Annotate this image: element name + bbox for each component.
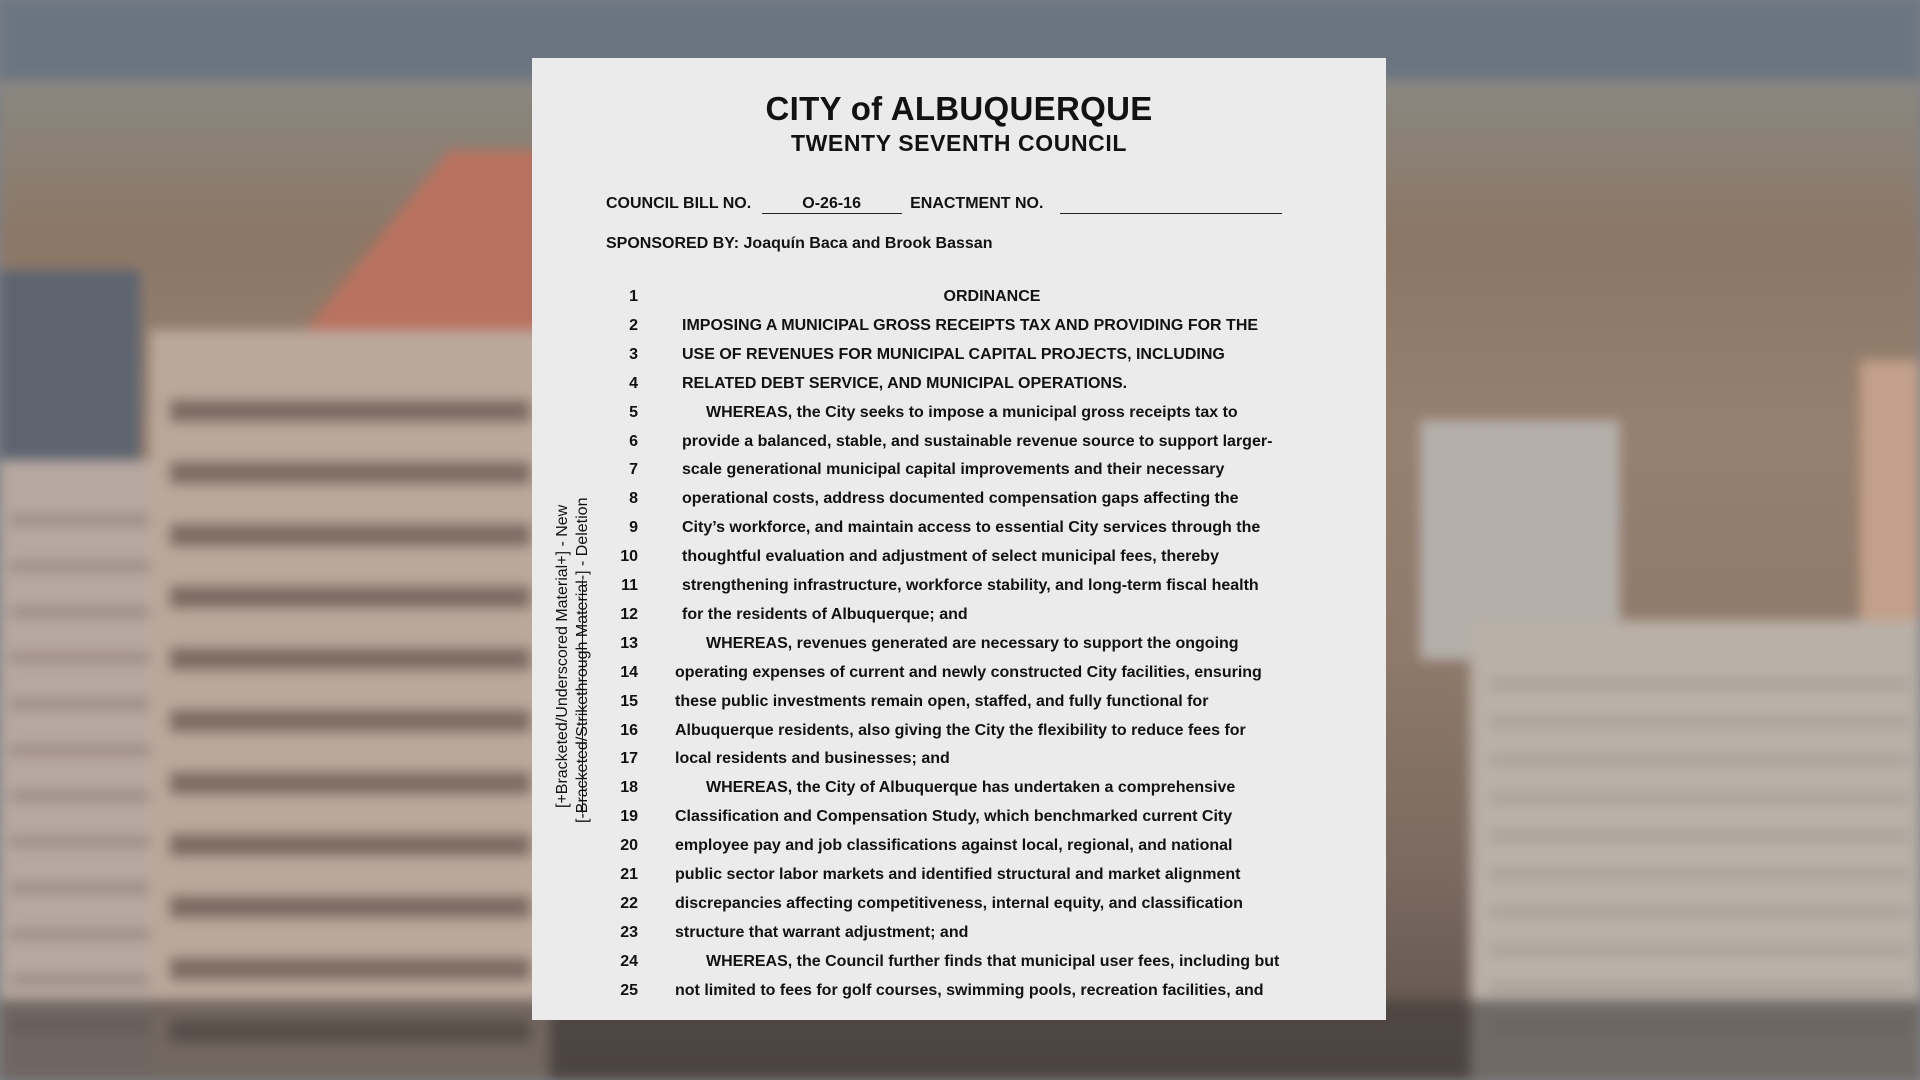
line-number: 5 bbox=[629, 403, 638, 421]
line-number: 18 bbox=[620, 779, 638, 797]
line-text: WHEREAS, the Council further finds that municipal user fees, including but bbox=[706, 952, 1280, 970]
line-number: 9 bbox=[629, 519, 638, 537]
line-text: Classification and Compensation Study, which benchmarked current City bbox=[675, 808, 1233, 826]
legend-deletion-struck: Bracketed/Strikethrough Material bbox=[574, 580, 591, 814]
ordinance-document bbox=[532, 58, 1386, 1020]
council-bill-label: COUNCIL BILL NO. bbox=[606, 195, 752, 212]
background-building-windows bbox=[1490, 650, 1910, 1050]
sponsor-names: Joaquín Baca and Brook Bassan bbox=[743, 235, 993, 252]
line-text: thoughtful evaluation and adjustment of select municipal fees, thereby bbox=[682, 548, 1219, 566]
line-text: these public investments remain open, staffed, and fully functional for bbox=[675, 692, 1209, 710]
line-text: operating expenses of current and newly constructed City facilities, ensuring bbox=[675, 663, 1262, 681]
line-number: 2 bbox=[629, 316, 638, 334]
line-number: 25 bbox=[620, 981, 638, 999]
line-number: 14 bbox=[620, 663, 638, 681]
background-tower-windows bbox=[170, 360, 530, 1060]
background-building-windows bbox=[10, 480, 160, 1060]
sponsored-label: SPONSORED BY: bbox=[606, 235, 740, 252]
line-text: for the residents of Albuquerque; and bbox=[682, 605, 968, 623]
line-number: 15 bbox=[620, 692, 638, 710]
line-text: local residents and businesses; and bbox=[675, 750, 950, 768]
document-title: CITY of ALBUQUERQUE bbox=[765, 90, 1153, 127]
line-number: 19 bbox=[620, 808, 638, 826]
line-number: 11 bbox=[621, 577, 638, 594]
document-subtitle: TWENTY SEVENTH COUNCIL bbox=[790, 130, 1128, 156]
line-number: 1 bbox=[629, 288, 638, 305]
line-number: 17 bbox=[620, 750, 638, 768]
line-text: strengthening infrastructure, workforce stability, and long-term fiscal health bbox=[682, 577, 1259, 594]
enactment-label: ENACTMENT NO. bbox=[910, 195, 1044, 212]
line-number: 21 bbox=[620, 866, 638, 883]
line-number: 7 bbox=[629, 461, 638, 479]
line-number: 16 bbox=[620, 721, 638, 739]
background-building bbox=[1860, 360, 1920, 620]
legend-new: [+Bracketed/Underscored Material+] - New bbox=[554, 504, 571, 808]
numbered-lines bbox=[532, 58, 1386, 1020]
line-text: public sector labor markets and identified structural and market alignment bbox=[675, 866, 1241, 883]
line-number: 23 bbox=[620, 923, 638, 941]
line-number: 10 bbox=[620, 548, 638, 566]
council-bill-number: O-26-16 bbox=[762, 195, 902, 214]
line-text: WHEREAS, the City of Albuquerque has undertaken a comprehensive bbox=[706, 779, 1236, 797]
line-number: 13 bbox=[620, 634, 638, 652]
line-text: Albuquerque residents, also giving the City the flexibility to reduce fees for bbox=[675, 721, 1246, 739]
line-text: scale generational municipal capital improvements and their necessary bbox=[682, 461, 1225, 479]
line-text: provide a balanced, stable, and sustainable revenue source to support larger- bbox=[682, 432, 1273, 450]
line-number: 22 bbox=[620, 894, 638, 912]
line-number: 20 bbox=[620, 837, 638, 855]
line-text: USE OF REVENUES FOR MUNICIPAL CAPITAL PROJECTS, INCLUDING bbox=[682, 345, 1225, 363]
line-text: discrepancies affecting competitiveness, internal equity, and classification bbox=[675, 894, 1243, 912]
line-text: IMPOSING A MUNICIPAL GROSS RECEIPTS TAX AND PROVIDING FOR THE bbox=[682, 316, 1259, 334]
line-text: employee pay and job classifications against local, regional, and national bbox=[675, 837, 1233, 855]
line-text: RELATED DEBT SERVICE, AND MUNICIPAL OPERATIONS. bbox=[682, 374, 1128, 392]
line-text: not limited to fees for golf courses, swimming pools, recreation facilities, and bbox=[675, 981, 1264, 999]
line-number: 3 bbox=[629, 345, 638, 363]
line-number: 6 bbox=[629, 432, 638, 450]
ordinance-heading: ORDINANCE bbox=[943, 288, 1041, 305]
line-text: operational costs, address documented compensation gaps affecting the bbox=[682, 490, 1239, 508]
line-number: 24 bbox=[620, 952, 638, 970]
line-text: structure that warrant adjustment; and bbox=[675, 923, 969, 941]
legend-deletion-prefix: [- bbox=[574, 813, 591, 823]
line-text: City’s workforce, and maintain access to essential City services through the bbox=[682, 519, 1261, 537]
line-text: WHEREAS, the City seeks to impose a municipal gross receipts tax to bbox=[706, 403, 1238, 421]
legend-deletion-suffix: -] - Deletion bbox=[574, 497, 591, 581]
line-text: WHEREAS, revenues generated are necessary to support the ongoing bbox=[706, 634, 1239, 652]
line-number: 12 bbox=[620, 605, 638, 623]
line-number: 8 bbox=[629, 490, 638, 508]
line-number: 4 bbox=[629, 374, 638, 392]
